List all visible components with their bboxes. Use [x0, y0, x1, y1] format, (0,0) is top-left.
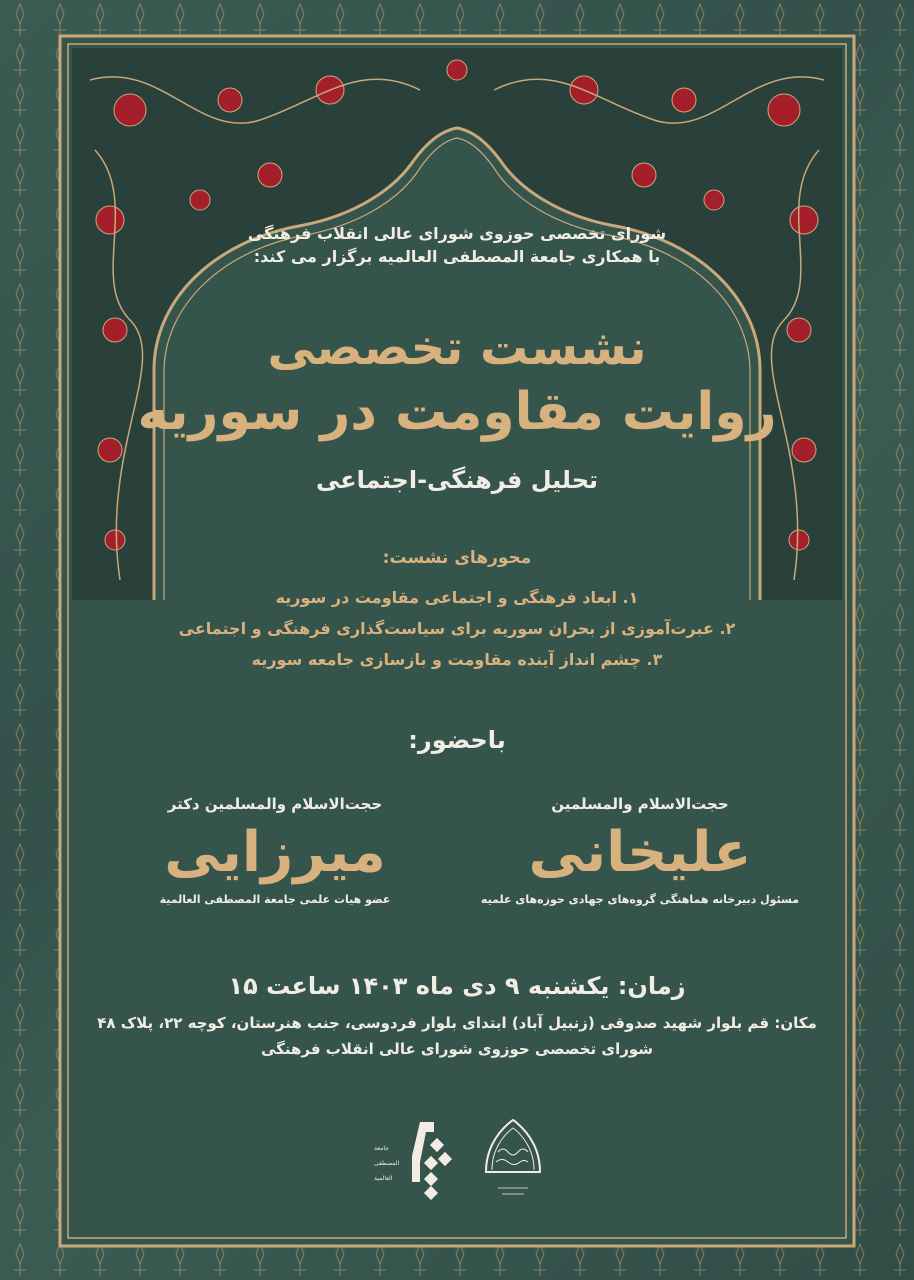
title-line-1: نشست تخصصی [267, 320, 647, 376]
axis-item: ۱. ابعاد فرهنگی و اجتماعی مقاومت در سوریه [275, 588, 639, 607]
organizer-text [0, 222, 914, 268]
subtitle: تحلیل فرهنگی-اجتماعی [315, 466, 599, 494]
title-line-2: روایت مقاومت در سوریه [137, 382, 777, 442]
presence-label: باحضور: [408, 726, 506, 754]
event-time: زمان: یکشنبه ۹ دی ماه ۱۴۰۳ ساعت ۱۵ [228, 972, 686, 1000]
speaker-honorific: حجت‌الاسلام والمسلمین دکتر [167, 795, 383, 813]
speaker-card [95, 795, 455, 906]
footer-organizer: شورای تخصصی حوزوی شورای عالی انقلاب فرهنگی [260, 1040, 654, 1058]
almustafa-logo-text: جامعة [374, 1145, 389, 1152]
axes-list [0, 582, 914, 675]
organizer-line-1: شورای تخصصی حوزوی شورای عالی انقلاب فرهنگی [247, 224, 667, 243]
almustafa-logo [370, 1110, 460, 1200]
event-place: مکان: قم بلوار شهید صدوقی (زنبیل آباد) ابتدای بلوار فردوسی، جنب هنرستان، کوچه ۲۲، پلاک ۴۸ [97, 1014, 817, 1032]
organizer-line-2: با همکاری جامعة المصطفی العالمیه برگزار می کند: [253, 247, 661, 266]
speaker-honorific: حجت‌الاسلام والمسلمین [551, 795, 729, 813]
speaker-card [460, 795, 820, 906]
axes-heading: محورهای نشست: [382, 548, 532, 568]
svg-text:العالمیة: العالمیة [374, 1175, 393, 1182]
council-seal-logo [478, 1112, 548, 1207]
svg-text:المصطفی: المصطفی [374, 1160, 400, 1167]
speaker-name: علیخانی [528, 820, 752, 885]
speaker-role: عضو هیات علمی جامعة المصطفی العالمیة [159, 893, 391, 906]
speaker-name: میرزایی [164, 820, 386, 885]
axis-item: ۳. چشم انداز آینده مقاومت و بازسازی جامعه سوریه [251, 650, 663, 669]
axis-item: ۲. عبرت‌آموزی از بحران سوریه برای سیاست‌گذاری فرهنگی و اجتماعی [178, 619, 736, 638]
speaker-role: مسئول دبیرخانه هماهنگی گروه‌های جهادی حوزه‌های علمیه [480, 893, 800, 906]
